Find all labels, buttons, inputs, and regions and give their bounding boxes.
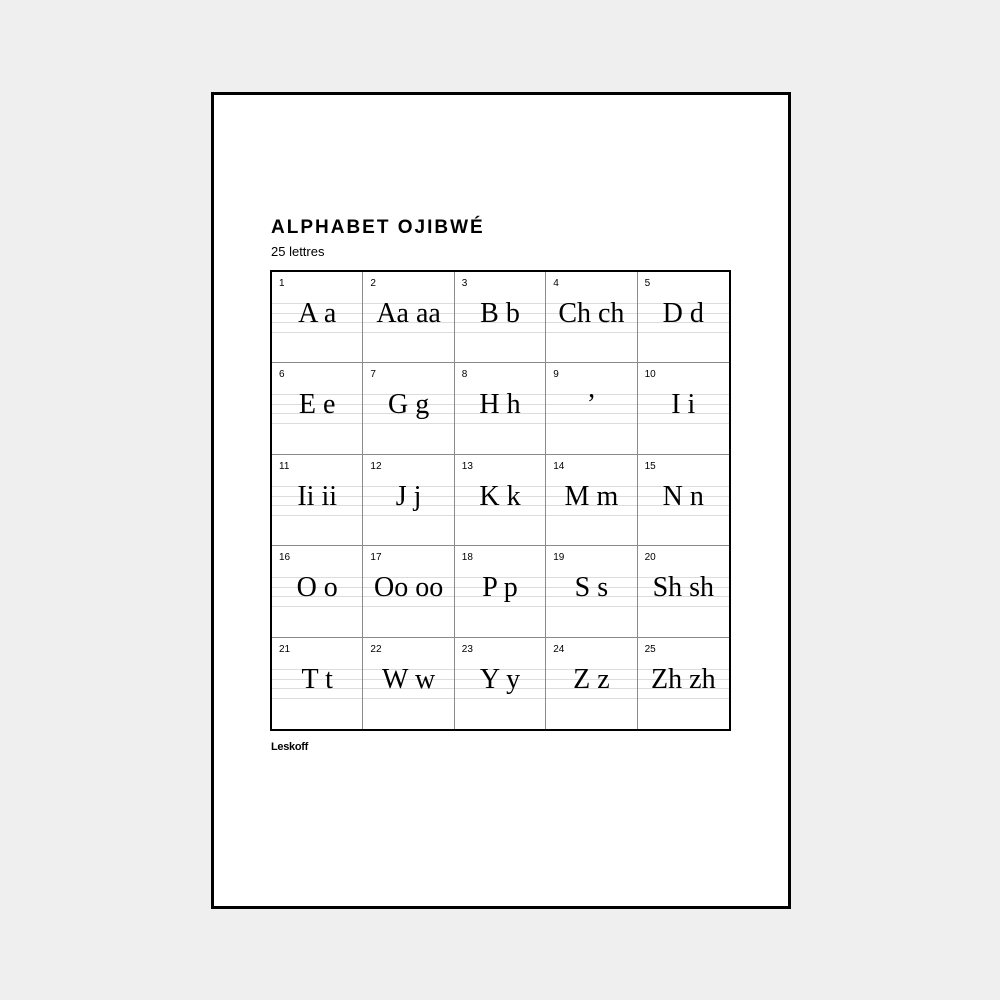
poster-title: ALPHABET OJIBWÉ: [271, 217, 485, 238]
letter-glyphs: Oo oo: [373, 572, 444, 604]
letter-number: 5: [644, 278, 651, 289]
guide-line: [638, 515, 729, 516]
alphabet-grid: [270, 270, 731, 731]
letter-number: 24: [553, 643, 565, 655]
letter-glyphs: M m: [564, 480, 619, 512]
guide-line: [638, 423, 729, 424]
letter-number: 6: [279, 369, 285, 381]
guide-line: [455, 332, 545, 333]
letter-glyphs: O o: [296, 572, 338, 604]
poster: [211, 92, 791, 909]
letter-number: 14: [553, 460, 565, 472]
letter-cell: [272, 638, 363, 729]
letter-glyphs: I i: [671, 389, 696, 421]
letter-glyphs: K k: [479, 480, 521, 512]
letter-cell: [638, 455, 729, 546]
guide-line: [546, 698, 636, 699]
letter-cell: [272, 363, 363, 454]
letter-cell: [546, 363, 637, 454]
letter-cell: [455, 363, 546, 454]
guide-line: [363, 606, 453, 607]
letter-glyphs: T t: [301, 663, 333, 695]
guide-line: [455, 423, 545, 424]
letter-glyphs: Z z: [573, 663, 610, 695]
letter-number: 18: [461, 552, 473, 564]
guide-line: [546, 423, 636, 424]
letter-cell: [455, 546, 546, 637]
guide-line: [363, 698, 453, 699]
guide-line: [546, 606, 636, 607]
letter-cell: [455, 638, 546, 729]
guide-line: [638, 606, 729, 607]
guide-line: [455, 515, 545, 516]
letter-cell: [272, 455, 363, 546]
letter-number: 22: [370, 643, 382, 655]
letter-glyphs: B b: [480, 298, 520, 329]
letter-cell: [546, 546, 637, 637]
letter-glyphs: G g: [387, 389, 430, 421]
letter-number: 8: [461, 369, 468, 381]
letter-glyphs: W w: [382, 663, 436, 695]
letter-cell: [363, 455, 454, 546]
letter-number: 21: [279, 643, 291, 655]
guide-line: [272, 606, 362, 607]
guide-line: [272, 515, 362, 516]
letter-number: 10: [644, 369, 656, 381]
letter-number: 12: [370, 460, 382, 472]
letter-cell: [363, 546, 454, 637]
letter-cell: [638, 272, 729, 363]
letter-number: 9: [553, 369, 559, 381]
letter-glyphs: Sh sh: [652, 572, 715, 604]
guide-line: [363, 332, 453, 333]
letter-number: 3: [461, 278, 468, 289]
letter-cell: [363, 363, 454, 454]
poster-subtitle: 25 lettres: [271, 244, 325, 259]
letter-glyphs: P p: [482, 572, 518, 604]
letter-cell: [272, 272, 363, 363]
guide-line: [272, 698, 362, 699]
guide-line: [638, 332, 729, 333]
guide-line: [272, 423, 362, 424]
letter-cell: [638, 546, 729, 637]
letter-glyphs: N n: [662, 480, 704, 512]
guide-line: [546, 515, 636, 516]
letter-glyphs: J j: [395, 480, 422, 512]
brand-logo: Leskoff: [271, 741, 309, 753]
letter-number: 11: [279, 460, 290, 472]
guide-line: [638, 698, 729, 699]
letter-cell: [546, 638, 637, 729]
letter-number: 4: [553, 278, 559, 289]
letter-cell: [363, 272, 454, 363]
letter-cell: [455, 272, 546, 363]
letter-cell: [638, 638, 729, 729]
letter-cell: [546, 455, 637, 546]
letter-number: 15: [644, 460, 656, 472]
letter-number: 1: [279, 278, 285, 289]
letter-glyphs: Zh zh: [651, 663, 716, 695]
letter-glyphs: H h: [479, 389, 521, 421]
letter-glyphs: Y y: [479, 663, 521, 695]
guide-line: [363, 515, 453, 516]
letter-glyphs: Ch ch: [558, 298, 625, 329]
letter-glyphs: D d: [662, 298, 704, 329]
letter-number: 2: [370, 278, 376, 289]
letter-glyphs: ’: [586, 389, 597, 421]
letter-cell: [455, 455, 546, 546]
letter-glyphs: E e: [298, 389, 336, 421]
guide-line: [546, 332, 636, 333]
letter-cell: [272, 546, 363, 637]
guide-line: [455, 606, 545, 607]
letter-glyphs: S s: [574, 572, 609, 604]
letter-number: 17: [370, 552, 382, 564]
letter-number: 16: [279, 552, 291, 564]
letter-glyphs: Ii ii: [297, 480, 338, 512]
letter-number: 13: [461, 460, 473, 472]
letter-number: 19: [553, 552, 565, 564]
letter-number: 20: [644, 552, 656, 564]
guide-line: [363, 423, 453, 424]
letter-cell: [363, 638, 454, 729]
letter-cell: [546, 272, 637, 363]
guide-line: [455, 698, 545, 699]
guide-line: [272, 332, 362, 333]
letter-glyphs: Aa aa: [376, 298, 441, 329]
letter-cell: [638, 363, 729, 454]
letter-glyphs: A a: [298, 298, 337, 329]
letter-number: 25: [644, 643, 656, 655]
letter-number: 23: [461, 643, 473, 655]
letter-number: 7: [370, 369, 376, 381]
